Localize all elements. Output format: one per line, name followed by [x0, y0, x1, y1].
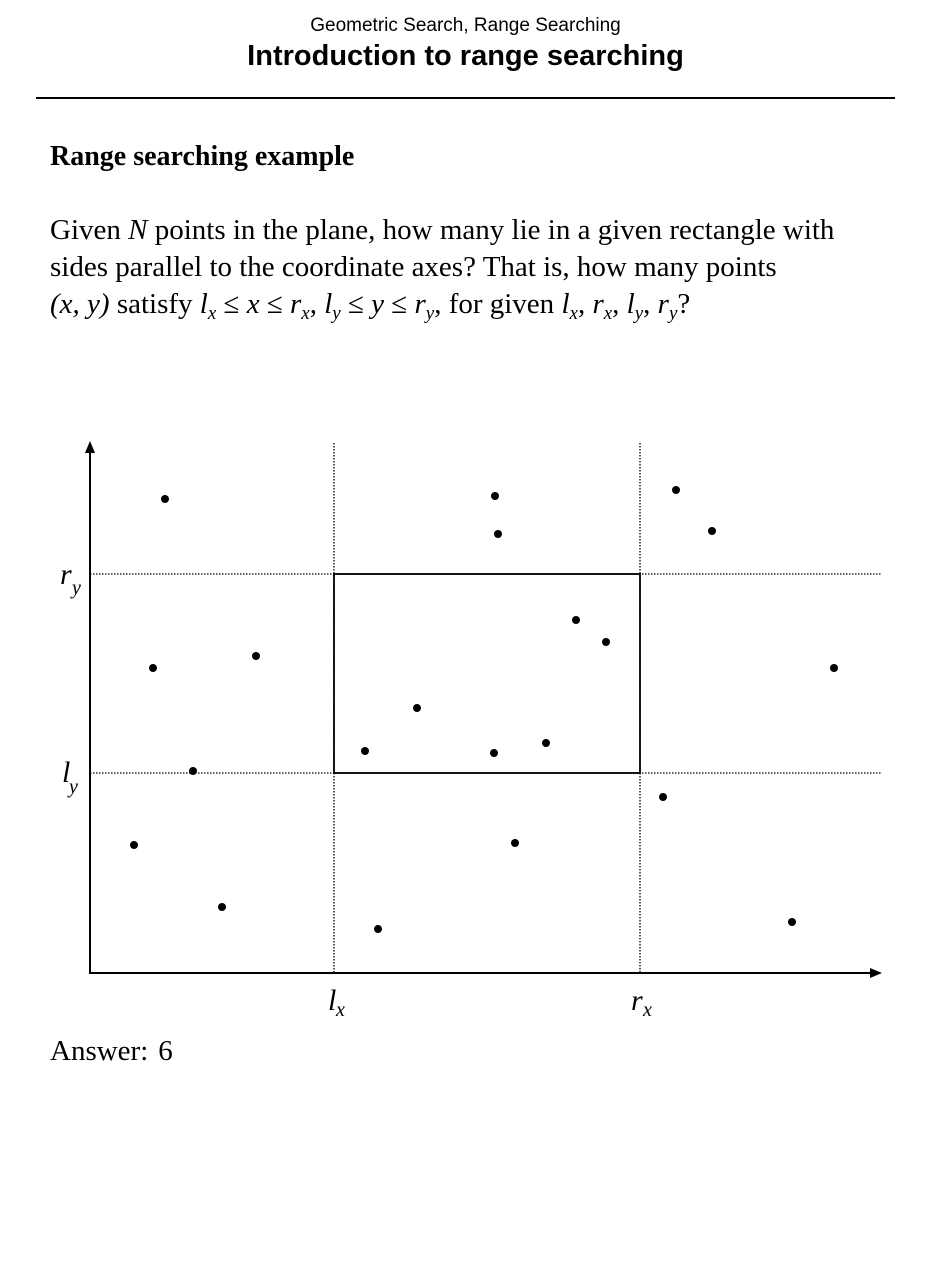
comma: , [643, 288, 658, 320]
point-outside-range [130, 841, 138, 849]
y-axis-arrow-icon [85, 441, 95, 453]
point-inside-range [572, 616, 580, 624]
comma: , [612, 288, 627, 320]
var-l: l [561, 288, 570, 320]
var-r: r [592, 288, 604, 320]
point-outside-range [830, 664, 838, 672]
point-outside-range [672, 486, 680, 494]
sub-x: x [603, 303, 613, 324]
grid-lines [90, 443, 882, 973]
text-run: , for given [434, 288, 562, 320]
sub-y: y [332, 303, 341, 324]
section-heading: Range searching example [50, 141, 355, 172]
point-outside-range [788, 918, 796, 926]
slide-subtitle: Geometric Search, Range Searching [310, 15, 621, 36]
var-xy: (x, y) [50, 288, 110, 320]
var-r: r [414, 288, 426, 320]
comma: , [577, 288, 593, 320]
sub-x: x [301, 303, 310, 324]
point-outside-range [511, 839, 519, 847]
point-outside-range [491, 492, 499, 500]
var-N: N [128, 214, 148, 246]
point-outside-range [252, 652, 260, 660]
lx-label: l [328, 984, 337, 1017]
sub-y: y [634, 303, 644, 324]
sub-x: x [569, 303, 578, 324]
point-inside-range [413, 704, 421, 712]
axis-labels [60, 558, 652, 1021]
point-inside-range [490, 749, 498, 757]
ry-label-sub: y [72, 577, 81, 599]
sub-x: x [207, 303, 217, 324]
point-outside-range [374, 925, 382, 933]
sub-y: y [425, 303, 435, 324]
text-run: points in the plane, how many lie in a given rectangle with [147, 214, 835, 246]
answer [50, 1035, 173, 1068]
sub-y: y [668, 303, 678, 324]
rx-label-sub: x [643, 999, 652, 1021]
point-inside-range [361, 747, 369, 755]
rx-label: r [631, 984, 643, 1017]
point-inside-range [542, 739, 550, 747]
point-outside-range [149, 664, 157, 672]
var-y: y [371, 288, 385, 320]
var-l: l [199, 288, 208, 320]
var-l: l [626, 288, 635, 320]
text-run: sides parallel to the coordinate axes? That is, how many points [50, 251, 777, 283]
var-l: l [324, 288, 333, 320]
axes [85, 441, 882, 978]
text-run: Given [50, 214, 129, 246]
question-mark: ? [677, 288, 691, 320]
ly-label: l [62, 756, 71, 789]
query-rectangle [334, 574, 640, 773]
leq-symbol: ≤ [223, 288, 240, 320]
ry-label: r [60, 558, 72, 591]
point-outside-range [218, 903, 226, 911]
leq-symbol: ≤ [391, 288, 408, 320]
var-r: r [290, 288, 302, 320]
point-outside-range [189, 767, 197, 775]
x-axis-arrow-icon [870, 968, 882, 978]
var-x: x [246, 288, 260, 320]
leq-symbol: ≤ [347, 288, 364, 320]
ly-label-sub: y [69, 776, 78, 798]
point-inside-range [602, 638, 610, 646]
point-outside-range [494, 530, 502, 538]
answer-value: 6 [158, 1035, 173, 1067]
point-outside-range [659, 793, 667, 801]
lx-label-sub: x [336, 999, 345, 1021]
point-outside-range [708, 527, 716, 535]
comma: , [309, 288, 325, 320]
leq-symbol: ≤ [266, 288, 283, 320]
points [130, 486, 838, 933]
var-r: r [657, 288, 669, 320]
text-run: satisfy [109, 288, 200, 320]
slide-title: Introduction to range searching [247, 40, 684, 72]
answer-label: Answer: [50, 1035, 149, 1067]
point-outside-range [161, 495, 169, 503]
